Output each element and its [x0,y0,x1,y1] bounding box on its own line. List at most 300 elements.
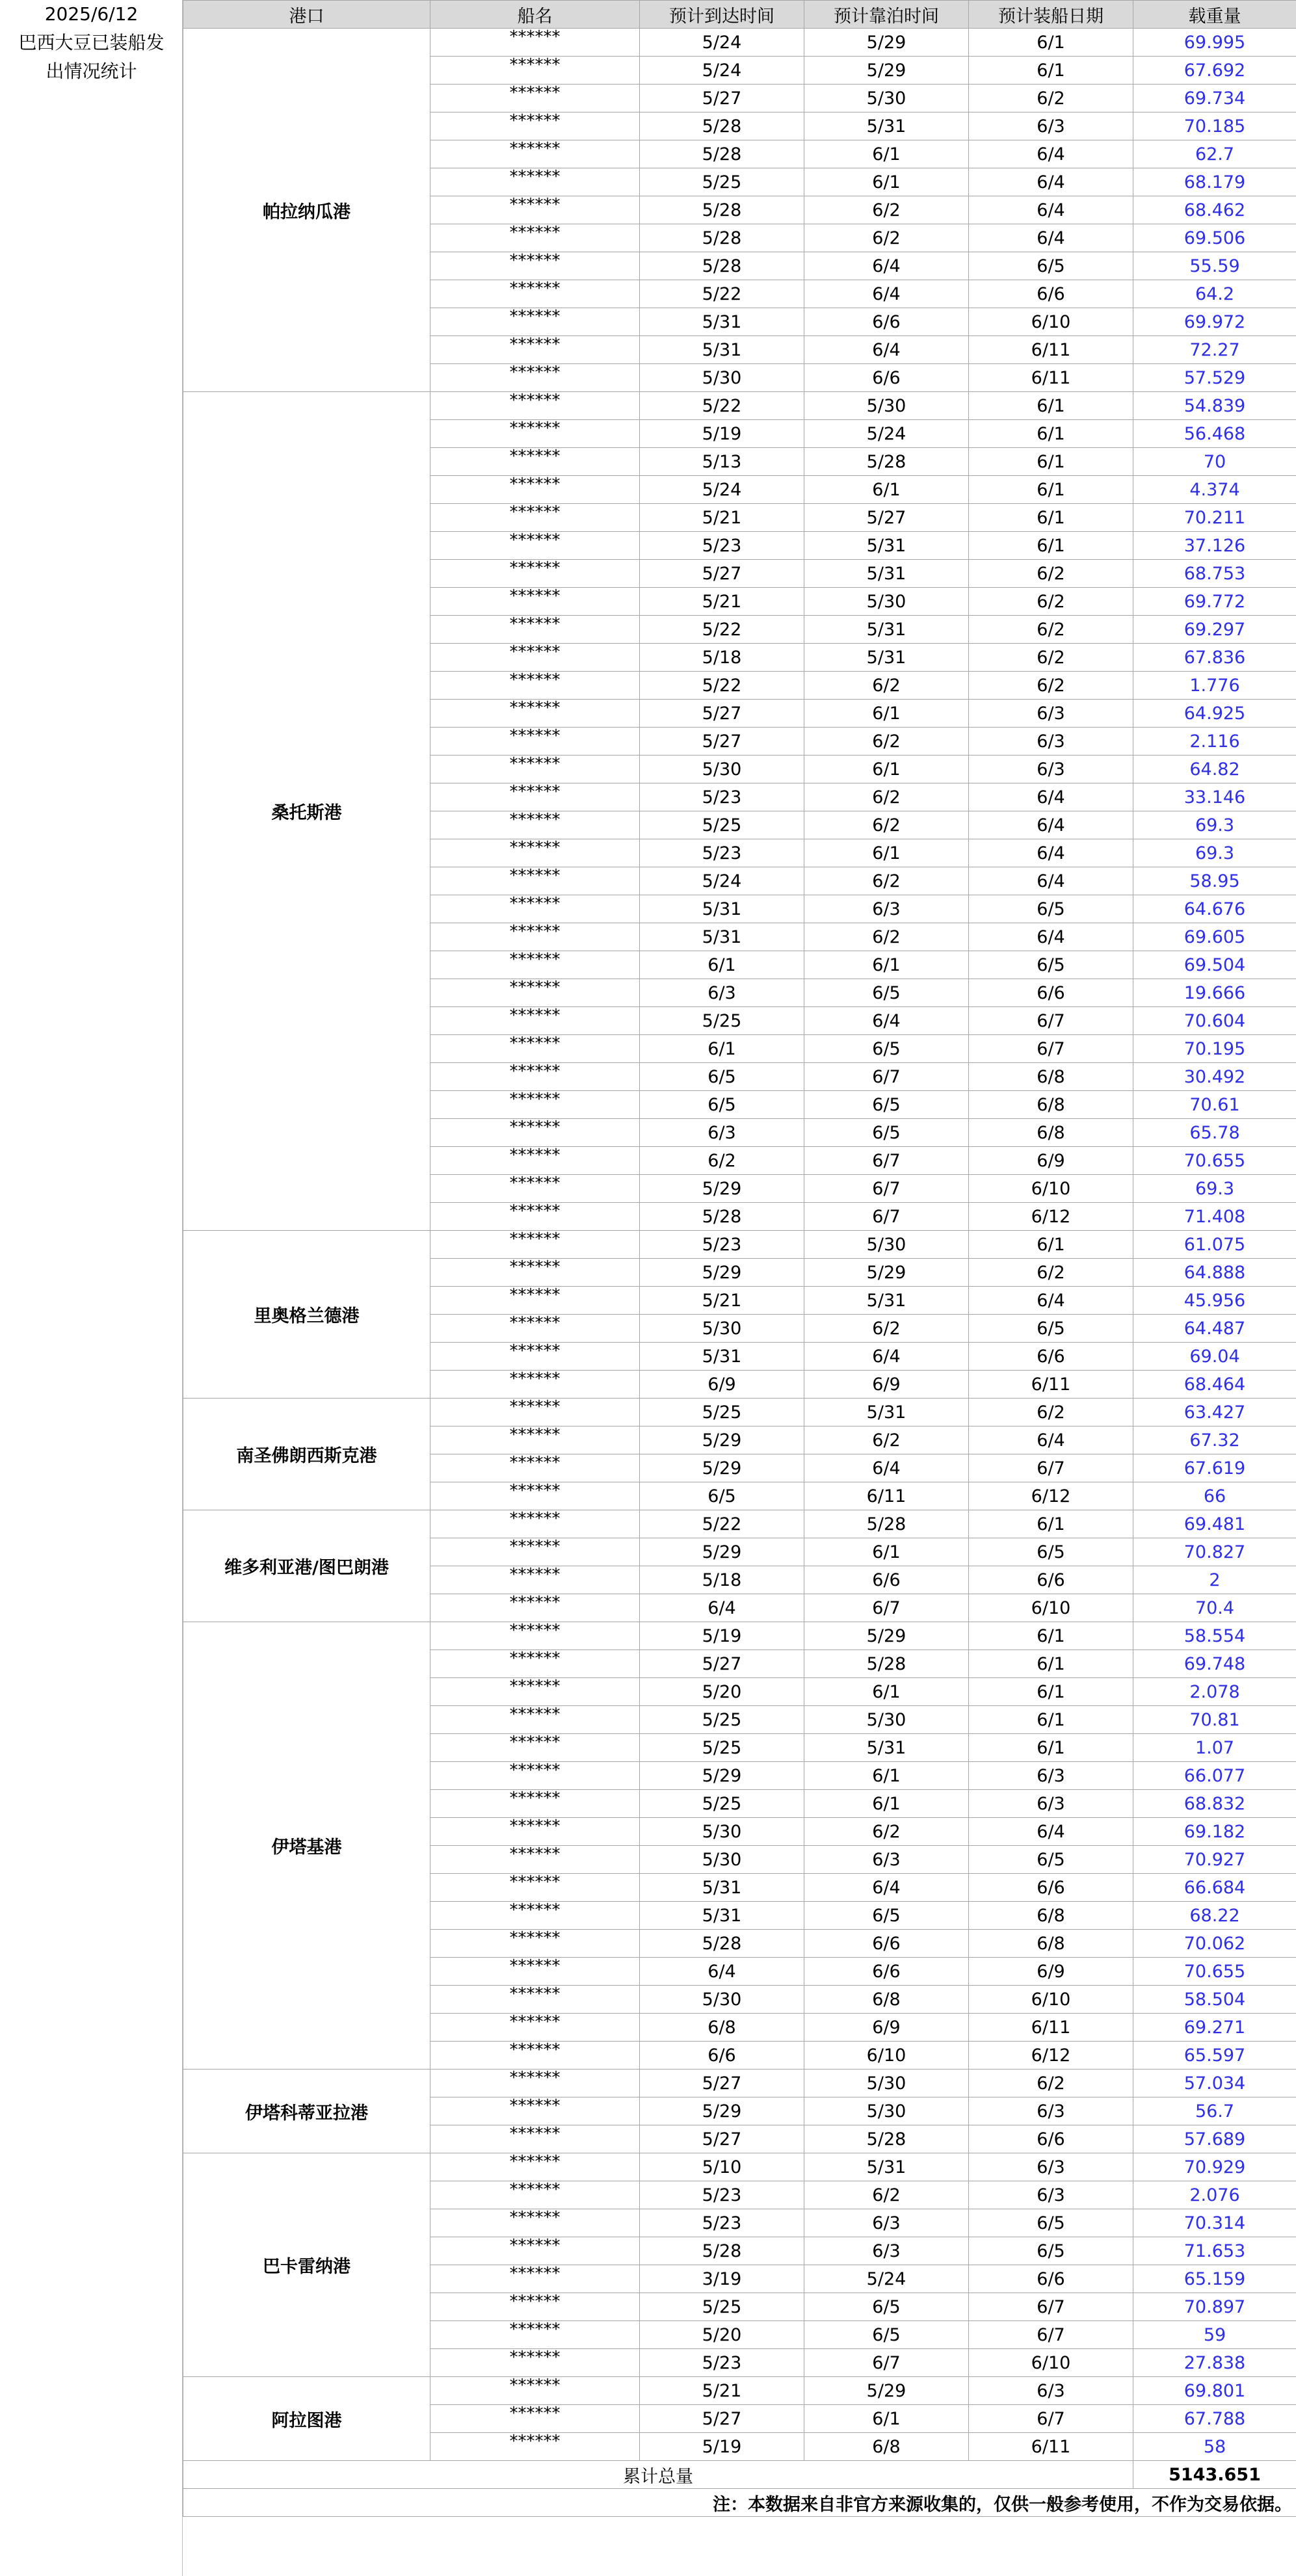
berthing-cell: 6/2 [804,1426,969,1454]
report-title-line-2: 出情况统计 [46,60,137,82]
loading-date-cell: 6/5 [969,895,1133,923]
berthing-cell: 6/6 [804,364,969,392]
berthing-cell: 6/4 [804,1454,969,1482]
eta-cell: 5/29 [640,1762,804,1790]
ship-name-cell: ****** [430,392,640,420]
tonnage-cell: 70.927 [1133,1846,1296,1874]
loading-date-cell: 6/12 [969,2042,1133,2070]
tonnage-cell: 69.3 [1133,811,1296,839]
ship-name-cell: ****** [430,2405,640,2433]
berthing-cell: 6/1 [804,756,969,783]
eta-cell: 5/19 [640,1622,804,1650]
eta-cell: 6/9 [640,1371,804,1399]
loading-date-cell: 6/4 [969,1426,1133,1454]
eta-cell: 6/5 [640,1091,804,1119]
berthing-cell: 6/3 [804,2237,969,2265]
ship-name-cell: ****** [430,252,640,280]
berthing-cell: 5/29 [804,1622,969,1650]
ship-name-cell: ****** [430,644,640,672]
eta-cell: 5/30 [640,1846,804,1874]
tonnage-cell: 57.034 [1133,2070,1296,2097]
eta-cell: 5/29 [640,1538,804,1566]
berthing-cell: 6/10 [804,2042,969,2070]
table-row [183,1399,1296,1426]
loading-date-cell: 6/3 [969,728,1133,756]
loading-date-cell: 6/1 [969,504,1133,532]
loading-date-cell: 6/2 [969,644,1133,672]
tonnage-cell: 70.929 [1133,2153,1296,2181]
eta-cell: 5/21 [640,588,804,616]
loading-date-cell: 6/6 [969,2265,1133,2293]
eta-cell: 5/23 [640,783,804,811]
berthing-cell: 5/29 [804,1259,969,1287]
tonnage-cell: 45.956 [1133,1287,1296,1315]
tonnage-cell: 37.126 [1133,532,1296,560]
berthing-cell: 6/1 [804,700,969,728]
tonnage-cell: 59 [1133,2321,1296,2349]
eta-cell: 6/8 [640,2014,804,2042]
loading-date-cell: 6/10 [969,1594,1133,1622]
berthing-cell: 6/4 [804,252,969,280]
berthing-cell: 6/2 [804,867,969,895]
berthing-cell: 6/1 [804,1790,969,1818]
ship-name-cell: ****** [430,1203,640,1231]
loading-date-cell: 6/2 [969,588,1133,616]
eta-cell: 5/28 [640,140,804,168]
eta-cell: 5/18 [640,644,804,672]
ship-name-cell: ****** [430,2153,640,2181]
loading-date-cell: 6/1 [969,1678,1133,1706]
loading-date-cell: 6/10 [969,308,1133,336]
loading-date-cell: 6/7 [969,2405,1133,2433]
loading-date-cell: 6/6 [969,2125,1133,2153]
tonnage-cell: 67.692 [1133,57,1296,85]
eta-cell: 5/25 [640,1790,804,1818]
tonnage-cell: 65.597 [1133,2042,1296,2070]
loading-date-cell: 6/11 [969,1371,1133,1399]
eta-cell: 5/29 [640,1426,804,1454]
berthing-cell: 6/4 [804,1343,969,1371]
ship-name-cell: ****** [430,1119,640,1147]
ship-name-cell: ****** [430,756,640,783]
eta-cell: 5/25 [640,2293,804,2321]
table-row [183,29,1296,57]
eta-cell: 5/29 [640,2097,804,2125]
berthing-cell: 6/5 [804,1902,969,1930]
tonnage-cell: 68.462 [1133,196,1296,224]
berthing-cell: 5/30 [804,1231,969,1259]
ship-name-cell: ****** [430,783,640,811]
tonnage-cell: 1.776 [1133,672,1296,700]
tonnage-cell: 2.116 [1133,728,1296,756]
eta-cell: 5/30 [640,1315,804,1343]
berthing-cell: 5/28 [804,2125,969,2153]
tonnage-cell: 64.487 [1133,1315,1296,1343]
loading-date-cell: 6/1 [969,476,1133,504]
berthing-cell: 6/5 [804,2321,969,2349]
ship-name-cell: ****** [430,588,640,616]
ship-name-cell: ****** [430,280,640,308]
berthing-cell: 6/3 [804,1846,969,1874]
eta-cell: 5/20 [640,1678,804,1706]
tonnage-cell: 63.427 [1133,1399,1296,1426]
berthing-cell: 6/7 [804,1594,969,1622]
total-row [183,2461,1296,2489]
berthing-cell: 6/6 [804,1566,969,1594]
ship-name-cell: ****** [430,1902,640,1930]
loading-date-cell: 6/2 [969,1399,1133,1426]
tonnage-cell: 58.504 [1133,1986,1296,2014]
eta-cell: 6/2 [640,1147,804,1175]
tonnage-cell: 71.408 [1133,1203,1296,1231]
tonnage-cell: 70.61 [1133,1091,1296,1119]
tonnage-cell: 30.492 [1133,1063,1296,1091]
table-body [183,29,1296,2461]
tonnage-cell: 69.995 [1133,29,1296,57]
eta-cell: 5/29 [640,1259,804,1287]
loading-date-cell: 6/10 [969,2349,1133,2377]
ship-name-cell: ****** [430,616,640,644]
berthing-cell: 5/27 [804,504,969,532]
loading-date-cell: 6/10 [969,1986,1133,2014]
eta-cell: 5/31 [640,1343,804,1371]
tonnage-cell: 70.655 [1133,1147,1296,1175]
loading-date-cell: 6/4 [969,196,1133,224]
eta-cell: 5/23 [640,2181,804,2209]
eta-cell: 5/23 [640,1231,804,1259]
loading-date-cell: 6/3 [969,2377,1133,2405]
eta-cell: 5/13 [640,448,804,476]
table-row [183,1510,1296,1538]
tonnage-cell: 65.159 [1133,2265,1296,2293]
berthing-cell: 6/5 [804,1091,969,1119]
tonnage-cell: 33.146 [1133,783,1296,811]
eta-cell: 6/6 [640,2042,804,2070]
loading-date-cell: 6/10 [969,1175,1133,1203]
berthing-cell: 6/2 [804,923,969,951]
berthing-cell: 6/1 [804,1762,969,1790]
berthing-cell: 6/2 [804,224,969,252]
eta-cell: 5/28 [640,2237,804,2265]
header-tonnage: 载重量 [1133,1,1296,29]
ship-name-cell: ****** [430,1287,640,1315]
loading-date-cell: 6/3 [969,1762,1133,1790]
ship-name-cell: ****** [430,979,640,1007]
loading-date-cell: 6/11 [969,364,1133,392]
eta-cell: 5/30 [640,1986,804,2014]
ship-name-cell: ****** [430,1315,640,1343]
berthing-cell: 5/29 [804,2377,969,2405]
tonnage-cell: 69.297 [1133,616,1296,644]
port-name: 桑托斯港 [183,392,430,1231]
eta-cell: 5/21 [640,504,804,532]
eta-cell: 5/24 [640,476,804,504]
tonnage-cell: 64.925 [1133,700,1296,728]
berthing-cell: 5/31 [804,1734,969,1762]
loading-date-cell: 6/3 [969,112,1133,140]
loading-date-cell: 6/5 [969,252,1133,280]
ship-name-cell: ****** [430,2042,640,2070]
loading-date-cell: 6/1 [969,420,1133,448]
loading-date-cell: 6/7 [969,2293,1133,2321]
ship-name-cell: ****** [430,2321,640,2349]
loading-date-cell: 6/3 [969,2181,1133,2209]
eta-cell: 6/4 [640,1594,804,1622]
ship-name-cell: ****** [430,1958,640,1986]
loading-date-cell: 6/2 [969,2070,1133,2097]
loading-date-cell: 6/6 [969,1343,1133,1371]
ship-name-cell: ****** [430,168,640,196]
eta-cell: 5/29 [640,1175,804,1203]
header-ship-name: 船名 [430,1,640,29]
table-row [183,2377,1296,2405]
eta-cell: 5/31 [640,336,804,364]
ship-name-cell: ****** [430,1790,640,1818]
loading-date-cell: 6/2 [969,560,1133,588]
tonnage-cell: 70.062 [1133,1930,1296,1958]
eta-cell: 5/23 [640,2349,804,2377]
eta-cell: 5/24 [640,57,804,85]
loading-date-cell: 6/4 [969,783,1133,811]
berthing-cell: 6/2 [804,2181,969,2209]
berthing-cell: 6/5 [804,2293,969,2321]
ship-name-cell: ****** [430,1622,640,1650]
eta-cell: 6/3 [640,1119,804,1147]
eta-cell: 5/27 [640,2405,804,2433]
loading-date-cell: 6/4 [969,811,1133,839]
ship-name-cell: ****** [430,1874,640,1902]
eta-cell: 5/28 [640,112,804,140]
loading-date-cell: 6/1 [969,57,1133,85]
berthing-cell: 6/1 [804,2405,969,2433]
berthing-cell: 6/3 [804,895,969,923]
berthing-cell: 6/6 [804,308,969,336]
berthing-cell: 6/2 [804,728,969,756]
eta-cell: 5/22 [640,392,804,420]
tonnage-cell: 61.075 [1133,1231,1296,1259]
ship-name-cell: ****** [430,1091,640,1119]
port-name: 阿拉图港 [183,2377,430,2461]
tonnage-cell: 70.604 [1133,1007,1296,1035]
header-port: 港口 [183,1,430,29]
ship-name-cell: ****** [430,2097,640,2125]
berthing-cell: 6/1 [804,140,969,168]
eta-cell: 5/18 [640,1566,804,1594]
table-row [183,2153,1296,2181]
eta-cell: 5/22 [640,672,804,700]
tonnage-cell: 70.4 [1133,1594,1296,1622]
port-name: 南圣佛朗西斯克港 [183,1399,430,1510]
berthing-cell: 6/1 [804,1678,969,1706]
ship-name-cell: ****** [430,2349,640,2377]
berthing-cell: 5/29 [804,29,969,57]
tonnage-cell: 56.468 [1133,420,1296,448]
ship-name-cell: ****** [430,672,640,700]
ship-name-cell: ****** [430,1650,640,1678]
tonnage-cell: 2.078 [1133,1678,1296,1706]
berthing-cell: 6/7 [804,1203,969,1231]
header-eta: 预计到达时间 [640,1,804,29]
tonnage-cell: 70.81 [1133,1706,1296,1734]
berthing-cell: 6/7 [804,1147,969,1175]
tonnage-cell: 65.78 [1133,1119,1296,1147]
ship-name-cell: ****** [430,112,640,140]
report-date: 2025/6/12 [44,3,139,25]
ship-name-cell: ****** [430,2125,640,2153]
eta-cell: 6/5 [640,1482,804,1510]
eta-cell: 5/28 [640,196,804,224]
eta-cell: 5/20 [640,2321,804,2349]
ship-name-cell: ****** [430,224,640,252]
berthing-cell: 6/1 [804,168,969,196]
berthing-cell: 6/9 [804,2014,969,2042]
eta-cell: 5/25 [640,1007,804,1035]
berthing-cell: 5/30 [804,2070,969,2097]
loading-date-cell: 6/4 [969,1287,1133,1315]
tonnage-cell: 58.95 [1133,867,1296,895]
ship-name-cell: ****** [430,1007,640,1035]
tonnage-cell: 2.076 [1133,2181,1296,2209]
tonnage-cell: 69.481 [1133,1510,1296,1538]
port-name: 巴卡雷纳港 [183,2153,430,2377]
tonnage-cell: 67.619 [1133,1454,1296,1482]
tonnage-cell: 71.653 [1133,2237,1296,2265]
ship-name-cell: ****** [430,2377,640,2405]
header-loading-date: 预计装船日期 [969,1,1133,29]
eta-cell: 5/27 [640,728,804,756]
eta-cell: 5/21 [640,1287,804,1315]
loading-date-cell: 6/3 [969,2097,1133,2125]
eta-cell: 5/27 [640,560,804,588]
berthing-cell: 6/6 [804,1930,969,1958]
eta-cell: 5/30 [640,756,804,783]
eta-cell: 5/27 [640,2125,804,2153]
tonnage-cell: 70.185 [1133,112,1296,140]
berthing-cell: 6/5 [804,1035,969,1063]
berthing-cell: 5/24 [804,2265,969,2293]
loading-date-cell: 6/3 [969,1790,1133,1818]
loading-date-cell: 6/1 [969,1706,1133,1734]
loading-date-cell: 6/1 [969,532,1133,560]
berthing-cell: 6/4 [804,336,969,364]
loading-date-cell: 6/7 [969,1035,1133,1063]
port-name: 伊塔基港 [183,1622,430,2070]
tonnage-cell: 56.7 [1133,2097,1296,2125]
eta-cell: 6/1 [640,1035,804,1063]
loading-date-cell: 6/1 [969,392,1133,420]
tonnage-cell: 68.464 [1133,1371,1296,1399]
ship-name-cell: ****** [430,951,640,979]
loading-date-cell: 6/8 [969,1091,1133,1119]
tonnage-cell: 58.554 [1133,1622,1296,1650]
berthing-cell: 5/31 [804,532,969,560]
ship-name-cell: ****** [430,560,640,588]
port-name: 里奥格兰德港 [183,1231,430,1399]
ship-name-cell: ****** [430,1371,640,1399]
loading-date-cell: 6/4 [969,839,1133,867]
loading-date-cell: 6/5 [969,951,1133,979]
ship-name-cell: ****** [430,1259,640,1287]
berthing-cell: 5/28 [804,1510,969,1538]
loading-date-cell: 6/5 [969,2237,1133,2265]
tonnage-cell: 57.529 [1133,364,1296,392]
ship-name-cell: ****** [430,364,640,392]
eta-cell: 5/27 [640,2070,804,2097]
ship-name-cell: ****** [430,2433,640,2461]
ship-name-cell: ****** [430,476,640,504]
berthing-cell: 6/4 [804,1874,969,1902]
eta-cell: 3/19 [640,2265,804,2293]
tonnage-cell: 68.22 [1133,1902,1296,1930]
tonnage-cell: 4.374 [1133,476,1296,504]
ship-name-cell: ****** [430,895,640,923]
ship-name-cell: ****** [430,2237,640,2265]
tonnage-cell: 1.07 [1133,1734,1296,1762]
tonnage-cell: 70.897 [1133,2293,1296,2321]
loading-date-cell: 6/1 [969,1231,1133,1259]
loading-date-cell: 6/6 [969,1874,1133,1902]
tonnage-cell: 69.504 [1133,951,1296,979]
berthing-cell: 6/8 [804,2433,969,2461]
eta-cell: 6/1 [640,951,804,979]
eta-cell: 5/24 [640,29,804,57]
ship-name-cell: ****** [430,57,640,85]
ship-name-cell: ****** [430,1538,640,1566]
ship-name-cell: ****** [430,2014,640,2042]
eta-cell: 5/22 [640,1510,804,1538]
eta-cell: 5/31 [640,308,804,336]
ship-name-cell: ****** [430,1566,640,1594]
loading-date-cell: 6/1 [969,1734,1133,1762]
tonnage-cell: 68.179 [1133,168,1296,196]
table-row [183,1231,1296,1259]
tonnage-cell: 69.801 [1133,2377,1296,2405]
tonnage-cell: 69.506 [1133,224,1296,252]
ship-name-cell: ****** [430,1147,640,1175]
loading-date-cell: 6/12 [969,1482,1133,1510]
eta-cell: 5/25 [640,1734,804,1762]
ship-name-cell: ****** [430,2209,640,2237]
ship-name-cell: ****** [430,336,640,364]
ship-name-cell: ****** [430,867,640,895]
port-name: 维多利亚港/图巴朗港 [183,1510,430,1622]
loading-date-cell: 6/2 [969,616,1133,644]
tonnage-cell: 70.314 [1133,2209,1296,2237]
eta-cell: 5/25 [640,1399,804,1426]
tonnage-cell: 70.195 [1133,1035,1296,1063]
loading-date-cell: 6/2 [969,672,1133,700]
eta-cell: 5/22 [640,280,804,308]
table-row [183,2070,1296,2097]
ship-name-cell: ****** [430,196,640,224]
loading-date-cell: 6/5 [969,2209,1133,2237]
berthing-cell: 6/9 [804,1371,969,1399]
loading-date-cell: 6/7 [969,2321,1133,2349]
eta-cell: 5/28 [640,252,804,280]
note-row [183,2489,1296,2517]
ship-name-cell: ****** [430,1175,640,1203]
loading-date-cell: 6/9 [969,1958,1133,1986]
berthing-cell: 6/2 [804,811,969,839]
berthing-cell: 6/8 [804,1986,969,2014]
eta-cell: 5/23 [640,2209,804,2237]
ship-name-cell: ****** [430,1063,640,1091]
ship-name-cell: ****** [430,1343,640,1371]
eta-cell: 5/31 [640,1874,804,1902]
berthing-cell: 5/31 [804,644,969,672]
loading-date-cell: 6/8 [969,1119,1133,1147]
berthing-cell: 6/2 [804,672,969,700]
